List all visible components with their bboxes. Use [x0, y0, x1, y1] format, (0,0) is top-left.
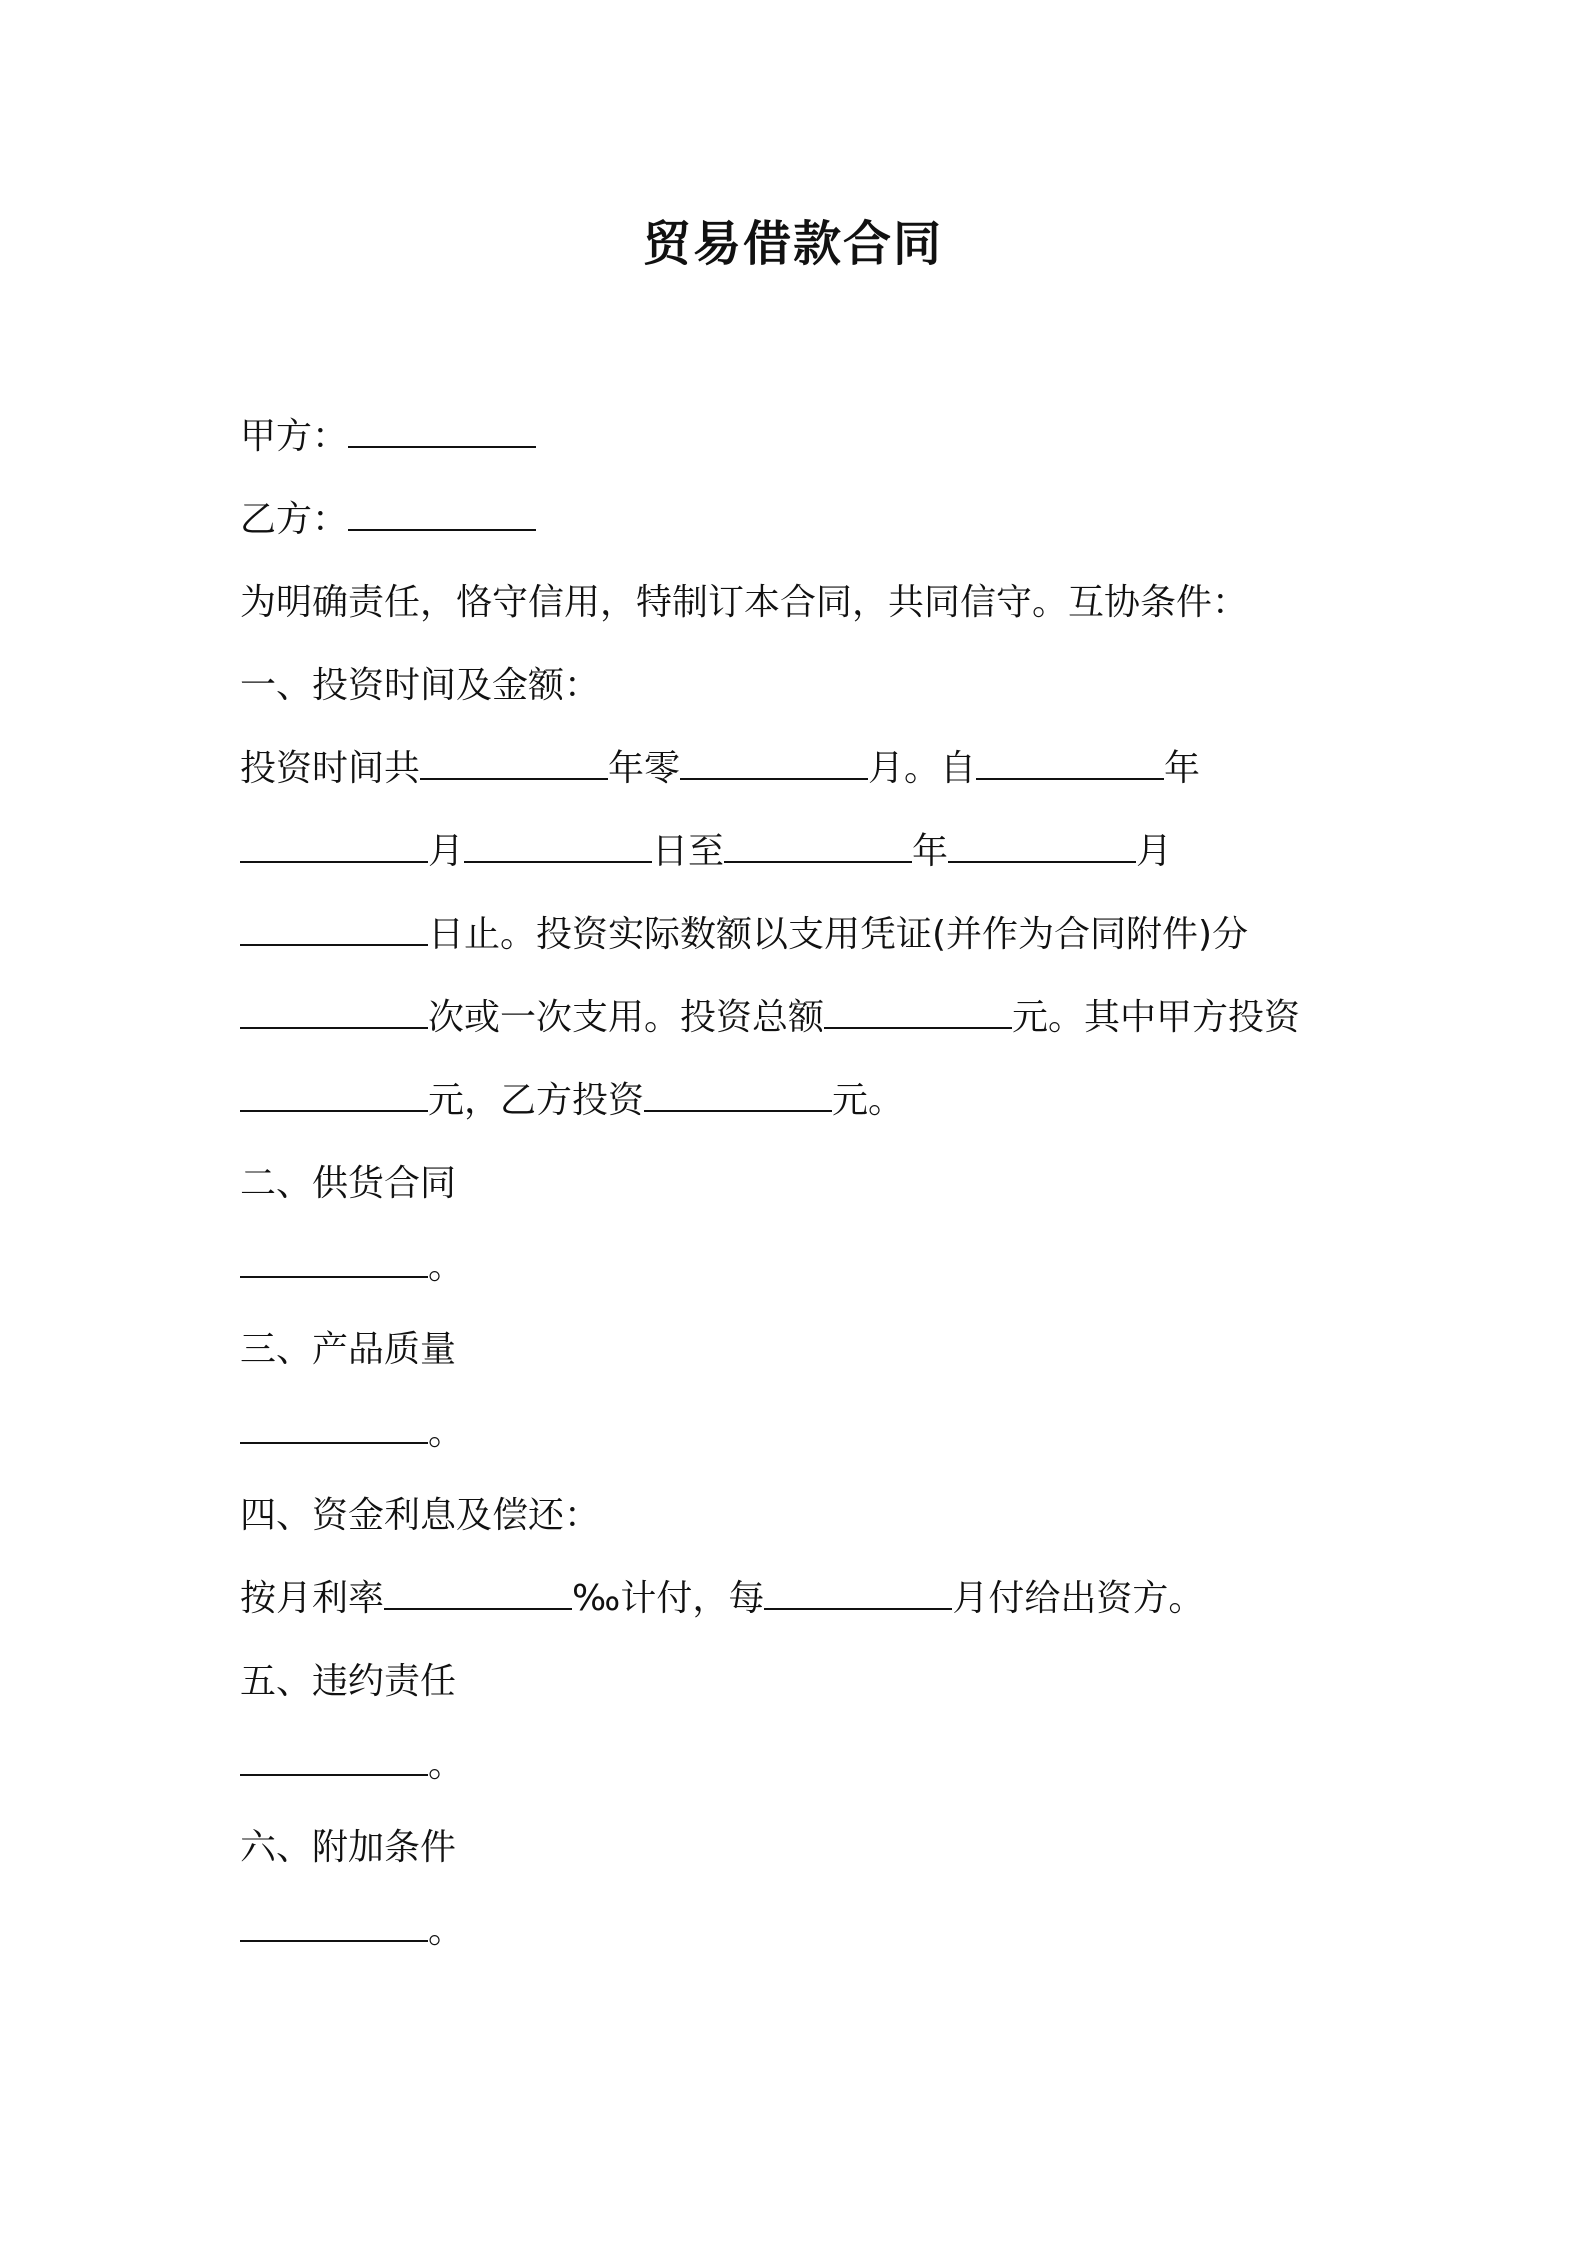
section-1-line-5 [240, 1076, 904, 1126]
party-a-blank[interactable] [348, 412, 536, 448]
start-month-blank[interactable] [240, 827, 428, 863]
breach-liability-blank[interactable] [240, 1740, 428, 1776]
text-segment: 。 [428, 1246, 465, 1287]
section-2-body [240, 1242, 464, 1292]
text-segment: 投资时间共 [240, 748, 421, 789]
investment-months-blank[interactable] [680, 744, 868, 780]
text-segment: 年 [912, 831, 949, 872]
end-month-blank[interactable] [948, 827, 1136, 863]
investment-years-blank[interactable] [420, 744, 608, 780]
additional-terms-blank[interactable] [240, 1906, 428, 1942]
text-segment: 月付给出资方。 [952, 1578, 1205, 1619]
text-segment: 月 [428, 831, 465, 872]
supply-contract-blank[interactable] [240, 1242, 428, 1278]
party-a-label: 甲方： [240, 416, 349, 457]
section-6-body [240, 1906, 464, 1956]
text-segment: 元。 [832, 1080, 905, 1121]
end-year-blank[interactable] [724, 827, 912, 863]
text-segment: 。 [428, 1910, 465, 1951]
preamble: 为明确责任，恪守信用，特制订本合同，共同信守。互协条件： [240, 582, 1249, 623]
section-5-heading: 五、违约责任 [240, 1661, 457, 1702]
text-segment: 月 [1136, 831, 1173, 872]
section-1-line-3 [240, 910, 1248, 960]
document-title: 贸易借款合同 [642, 216, 943, 272]
party-b-label: 乙方： [240, 499, 349, 540]
section-1-heading: 一、投资时间及金额： [240, 665, 601, 706]
payment-interval-blank[interactable] [764, 1574, 952, 1610]
text-segment: 年零 [608, 748, 681, 789]
text-segment: 按月利率 [240, 1578, 385, 1619]
party-b-investment-blank[interactable] [644, 1076, 832, 1112]
section-1-line-1 [240, 744, 1200, 794]
end-day-blank[interactable] [240, 910, 428, 946]
start-year-blank[interactable] [976, 744, 1164, 780]
section-2-heading: 二、供货合同 [240, 1163, 457, 1204]
installments-blank[interactable] [240, 993, 428, 1029]
text-segment: 年 [1164, 748, 1201, 789]
text-segment: 。 [428, 1412, 465, 1453]
text-segment: 月。自 [868, 748, 977, 789]
text-segment: 日至 [652, 831, 725, 872]
section-4-line-1 [240, 1574, 1204, 1624]
text-segment: 元。其中甲方投资 [1012, 997, 1301, 1038]
product-quality-blank[interactable] [240, 1408, 428, 1444]
start-day-blank[interactable] [464, 827, 652, 863]
party-b-line [240, 495, 536, 545]
party-a-line [240, 412, 536, 462]
text-segment: 元，乙方投资 [428, 1080, 645, 1121]
text-segment: 日止。投资实际数额以支用凭证(并作为合同附件)分 [428, 914, 1249, 955]
section-1-line-2 [240, 827, 1172, 877]
section-3-body [240, 1408, 464, 1458]
text-segment: 。 [428, 1744, 465, 1785]
text-segment: ‰计付，每 [572, 1578, 765, 1619]
section-3-heading: 三、产品质量 [240, 1329, 457, 1370]
party-b-blank[interactable] [348, 495, 536, 531]
section-5-body [240, 1740, 464, 1790]
party-a-investment-blank[interactable] [240, 1076, 428, 1112]
section-1-line-4 [240, 993, 1300, 1043]
text-segment: 次或一次支用。投资总额 [428, 997, 825, 1038]
total-investment-blank[interactable] [824, 993, 1012, 1029]
monthly-rate-blank[interactable] [384, 1574, 572, 1610]
section-4-heading: 四、资金利息及偿还： [240, 1495, 601, 1536]
section-6-heading: 六、附加条件 [240, 1827, 457, 1868]
